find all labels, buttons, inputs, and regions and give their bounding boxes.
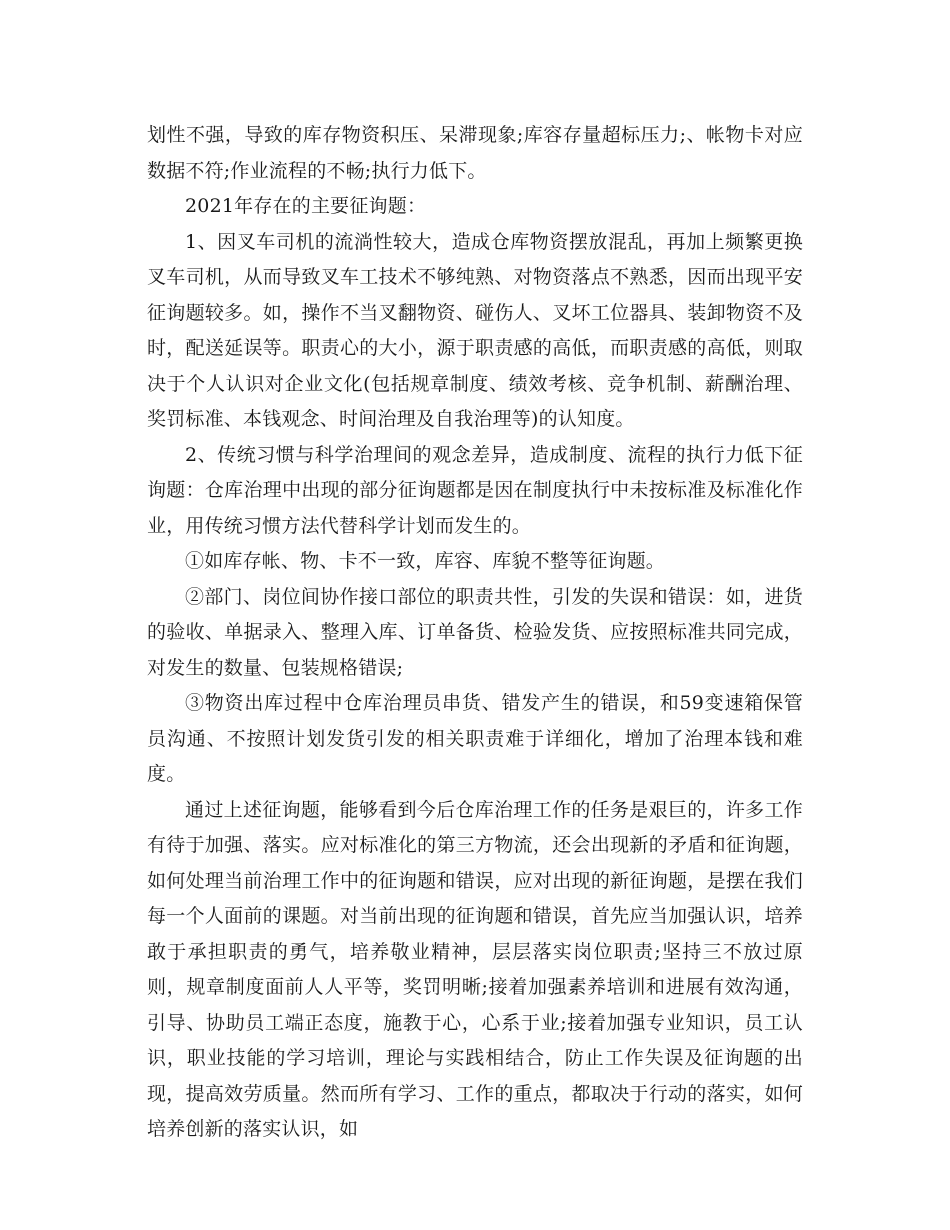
document-body [147,118,803,1148]
paragraph-section-heading: 2021年存在的主要征询题： [185,195,427,217]
paragraph-continuation: 划性不强，导致的库存物资积压、呆滞现象;库容存量超标压力;、帐物卡对应数据不符;作业流程的不畅;执行力低下。 [147,124,803,182]
paragraph-issue-1: 1、因叉车司机的流淌性较大，造成仓库物资摆放混乱，再加上频繁更换叉车司机，从而导致叉车工技术不够纯熟、对物资落点不熟悉，因而出现平安征询题较多。如，操作不当叉翻物资、碰伤人、叉坏工位器具、装卸物资不及时，配送延误等。职责心的大小，源于职责感的高低，而职责感的高低，则取决于个人认识对企业文化(包括规章制度、绩效考核、竞争机制、薪酬治理、奖罚标准、本钱观念、时间治理及自我治理等)的认知度。 [147,230,803,430]
paragraph-summary: 通过上述征询题，能够看到今后仓库治理工作的任务是艰巨的，许多工作有待于加强、落实。应对标准化的第三方物流，还会出现新的矛盾和征询题，如何处理当前治理工作中的征询题和错误，应对出现的新征询题，是摆在我们每一个人面前的课题。对当前出现的征询题和错误，首先应当加强认识，培养敢于承担职责的勇气，培养敬业精神，层层落实岗位职责;坚持三不放过原则，规章制度面前人人平等，奖罚明晰;接着加强素养培训和进展有效沟通，引导、协助员工端正态度，施教于心，心系于业;接着加强专业知识，员工认识，职业技能的学习培训，理论与实践相结合，防止工作失误及征询题的出现，提高效劳质量。然而所有学习、工作的重点，都取决于行动的落实，如何培养创新的落实认识，如 [147,798,803,1140]
paragraph-issue-2: 2、传统习惯与科学治理间的观念差异，造成制度、流程的执行力低下征询题：仓库治理中出现的部分征询题都是因在制度执行中未按标准及标准化作业，用传统习惯方法代替科学计划而发生的。 [147,443,803,537]
paragraph-subitem-3: ③物资出库过程中仓库治理员串货、错发产生的错误，和59变速箱保管员沟通、不按照计划发货引发的相关职责难于详细化，增加了治理本钱和难度。 [147,692,803,785]
paragraph-subitem-2: ②部门、岗位间协作接口部位的职责共性，引发的失误和错误：如，进货的验收、单据录入、整理入库、订单备货、检验发货、应按照标准共同完成，对发生的数量、包装规格错误; [147,585,803,679]
paragraph-subitem-1: ①如库存帐、物、卡不一致，库容、库貌不整等征询题。 [185,550,666,572]
